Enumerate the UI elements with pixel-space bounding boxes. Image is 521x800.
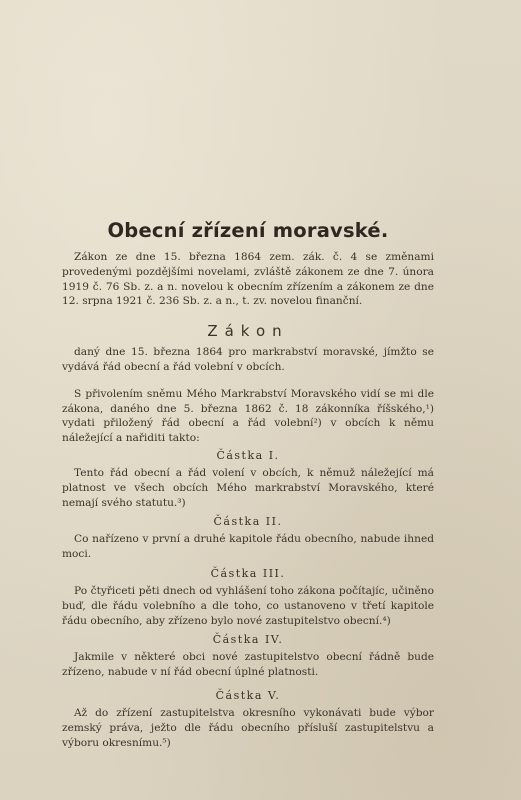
intro-paragraph: Zákon ze dne 15. března 1864 zem. zák. č. 4 se změnami provedenými pozdějšími novelami, zvláště zákonem ze dne 7. února 1919 č. 76 Sb. z. a n. novelou k obecním zřízením a zákonem ze dne 12. srpna 1921 č. 236 Sb. z. a n., t. zv. novelou finanční. (62, 251, 434, 308)
section-heading-4: Částka IV. (212, 633, 284, 647)
law-subheading: daný dne 15. března 1864 pro markrabství moravské, jímžto se vydává řád obecní a řád volební v obcích. (62, 346, 434, 373)
section-text-4: Jakmile v některé obci nové zastupitelstvo obecní řádně bude zřízeno, nabude v ní řád obecní úplné platnosti. (62, 651, 434, 679)
section-heading-3: Částka III. (210, 566, 286, 580)
document-body (62, 218, 434, 750)
section-text-5: Až do zřízení zastupitelstva okresního vykonávati bude výbor zemský práva, ježto dle řádu obecního přísluší zastupitelstvu a výboru okresnímu.⁵) (62, 706, 434, 749)
section-heading-1: Částka I. (216, 448, 280, 462)
section-text-3: Po čtyřiceti pěti dnech od vyhlášení toho zákona počítajíc, učiněno buď, dle řádu volebního a dle toho, co ustanoveno v třetí kapitole řádu obecního, aby zřízeno bylo nové zastupitelstvo obecní.⁴) (62, 584, 434, 627)
document-title: Obecní zřízení moravské. (107, 219, 389, 242)
section-text-1: Tento řád obecní a řád volení v obcích, k němuž náležející má platnost ve všech obcích Mého markrabství Moravského, které nemají svého statutu.³) (62, 466, 434, 509)
section-heading-2: Částka II. (213, 515, 283, 529)
section-heading-5: Částka V. (215, 688, 281, 702)
preamble-paragraph: S přivolením sněmu Mého Markrabství Moravského vidí se mi dle zákona, daného dne 5. března 1862 č. 18 zákonníka říšského,¹) vydati přiložený řád obecní a řád volební²) v obcích k němu náležející a nařiditi takto: (62, 387, 434, 445)
law-heading: Zákon (207, 322, 289, 341)
section-text-2: Co nařízeno v první a druhé kapitole řádu obecního, nabude ihned moci. (62, 533, 434, 561)
